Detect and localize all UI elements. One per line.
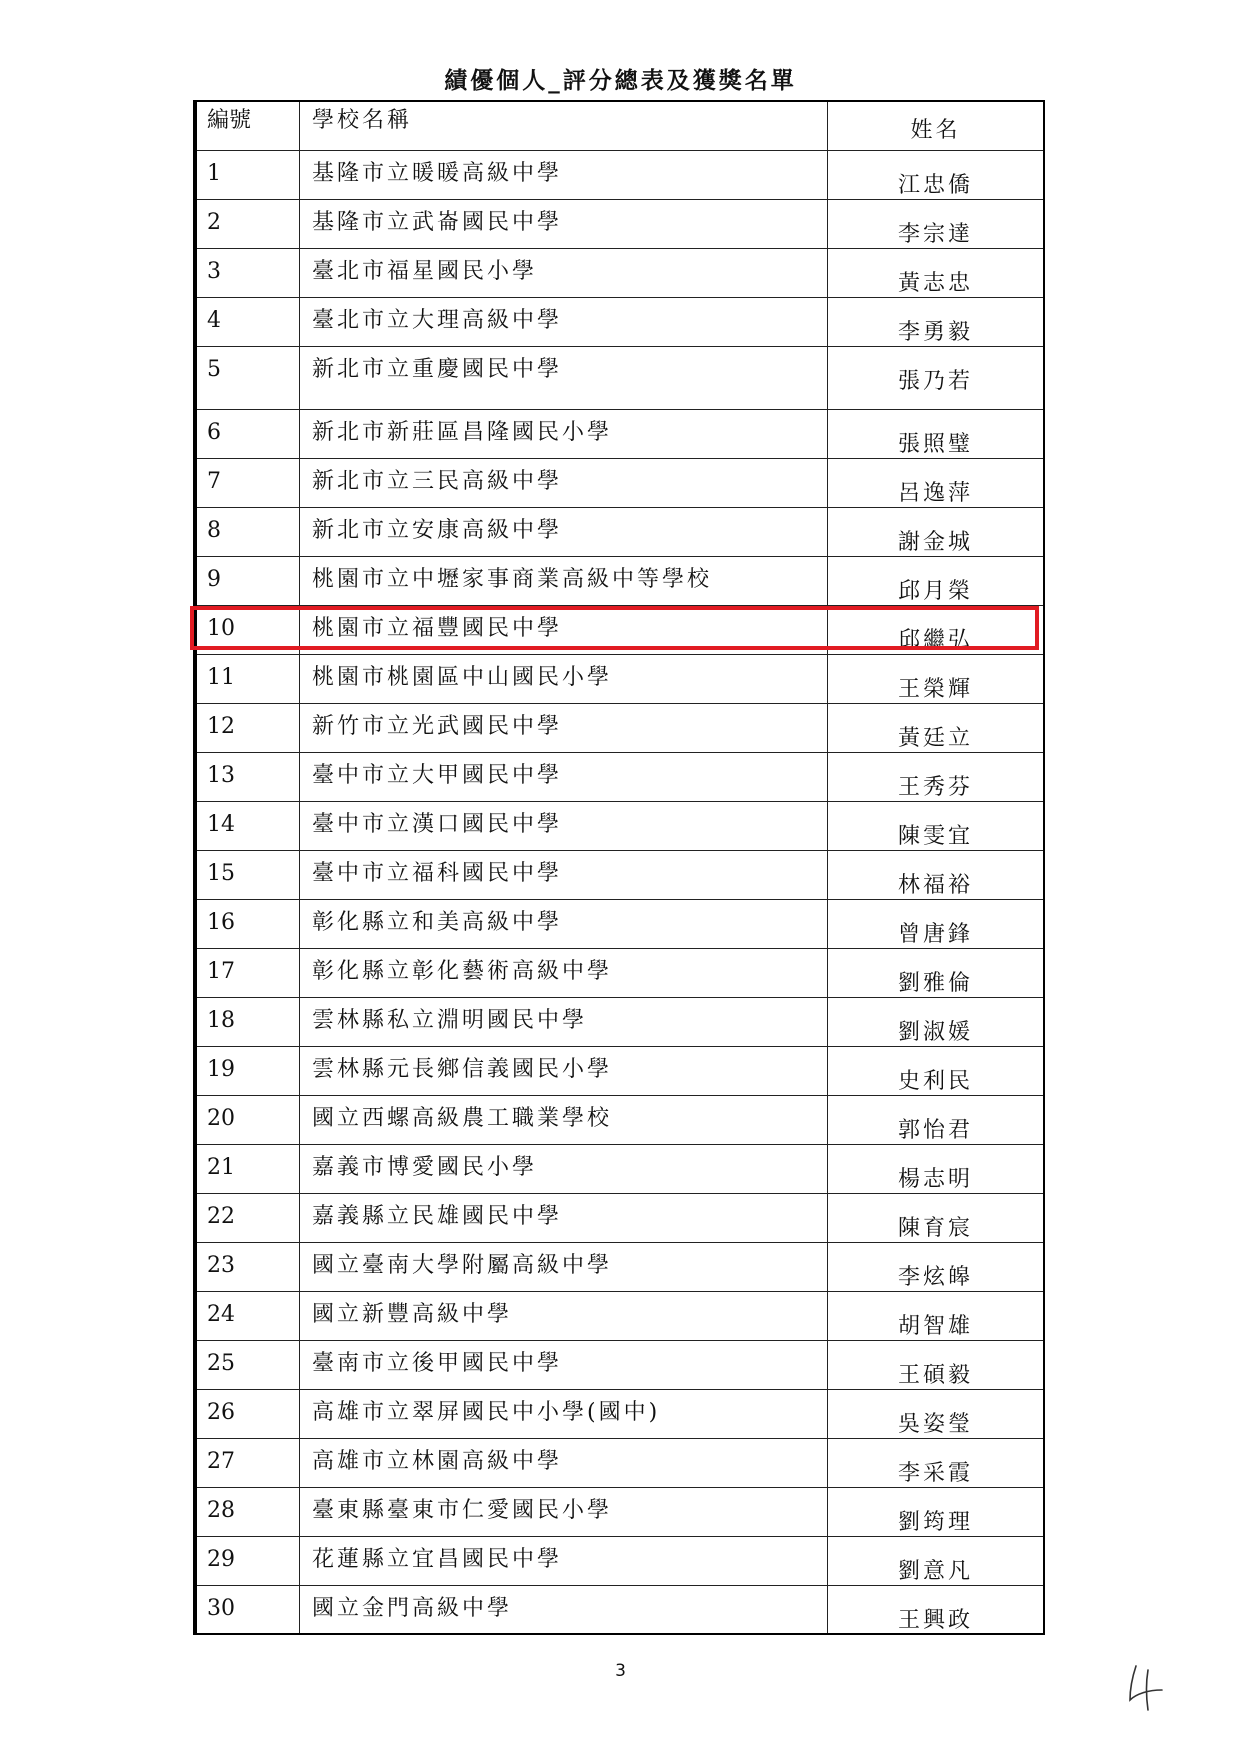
table-row: [195, 1585, 1044, 1634]
row-name: 張乃若: [828, 346, 1045, 409]
row-name: 王榮輝: [828, 654, 1045, 703]
document-title: 績優個人_評分總表及獲獎名單: [444, 68, 797, 94]
row-name: 呂逸萍: [828, 458, 1045, 507]
row-number: 21: [195, 1144, 300, 1193]
row-name: 劉雅倫: [828, 948, 1045, 997]
row-name: 黃志忠: [828, 248, 1045, 297]
table-row: [195, 346, 1044, 409]
row-number: 26: [195, 1389, 300, 1438]
row-name: 謝金城: [828, 507, 1045, 556]
row-name: 吳姿瑩: [828, 1389, 1045, 1438]
row-school: 臺東縣臺東市仁愛國民小學: [300, 1487, 828, 1536]
table-row: [195, 1536, 1044, 1585]
table-row: [195, 409, 1044, 458]
row-name: 曾唐鋒: [828, 899, 1045, 948]
table-row: [195, 752, 1044, 801]
row-name: 邱繼弘: [828, 605, 1045, 654]
table-row: [195, 654, 1044, 703]
row-school: 新北市立三民高級中學: [300, 458, 828, 507]
row-number: 14: [195, 801, 300, 850]
row-number: 13: [195, 752, 300, 801]
table-row: [195, 150, 1044, 199]
row-number: 24: [195, 1291, 300, 1340]
row-school: 新北市立安康高級中學: [300, 507, 828, 556]
row-name: 李勇毅: [828, 297, 1045, 346]
row-name: 王秀芬: [828, 752, 1045, 801]
row-number: 4: [195, 297, 300, 346]
row-name: 黃廷立: [828, 703, 1045, 752]
row-school: 國立臺南大學附屬高級中學: [300, 1242, 828, 1291]
row-school: 臺北市立大理高級中學: [300, 297, 828, 346]
row-number: 17: [195, 948, 300, 997]
table-header-row: [195, 101, 1044, 150]
row-school: 桃園市立福豐國民中學: [300, 605, 828, 654]
row-number: 23: [195, 1242, 300, 1291]
row-number: 15: [195, 850, 300, 899]
table-row: [195, 199, 1044, 248]
row-school: 臺南市立後甲國民中學: [300, 1340, 828, 1389]
row-name: 王碩毅: [828, 1340, 1045, 1389]
row-number: 30: [195, 1585, 300, 1634]
row-school: 桃園市立中壢家事商業高級中等學校: [300, 556, 828, 605]
row-name: 張照璧: [828, 409, 1045, 458]
row-school: 國立新豐高級中學: [300, 1291, 828, 1340]
row-number: 28: [195, 1487, 300, 1536]
table-row: [195, 1193, 1044, 1242]
row-school: 基隆市立暖暖高級中學: [300, 150, 828, 199]
table-row: [195, 1340, 1044, 1389]
row-school: 雲林縣元長鄉信義國民小學: [300, 1046, 828, 1095]
row-school: 基隆市立武崙國民中學: [300, 199, 828, 248]
row-name: 李采霞: [828, 1438, 1045, 1487]
row-number: 16: [195, 899, 300, 948]
row-school: 雲林縣私立淵明國民中學: [300, 997, 828, 1046]
row-number: 7: [195, 458, 300, 507]
row-school: 彰化縣立彰化藝術高級中學: [300, 948, 828, 997]
row-number: 10: [195, 605, 300, 654]
row-number: 2: [195, 199, 300, 248]
row-name: 史利民: [828, 1046, 1045, 1095]
table-row: [195, 507, 1044, 556]
row-number: 22: [195, 1193, 300, 1242]
row-number: 9: [195, 556, 300, 605]
table-row: [195, 703, 1044, 752]
row-school: 嘉義縣立民雄國民中學: [300, 1193, 828, 1242]
row-number: 29: [195, 1536, 300, 1585]
row-school: 臺中市立大甲國民中學: [300, 752, 828, 801]
row-school: 新北市新莊區昌隆國民小學: [300, 409, 828, 458]
table-row: [195, 948, 1044, 997]
table-row: [195, 1095, 1044, 1144]
table-row: [195, 1046, 1044, 1095]
row-name: 陳雯宜: [828, 801, 1045, 850]
row-number: 3: [195, 248, 300, 297]
table-row: [195, 605, 1044, 654]
table-row: [195, 248, 1044, 297]
row-name: 陳育宸: [828, 1193, 1045, 1242]
row-school: 高雄市立翠屏國民中小學(國中): [300, 1389, 828, 1438]
row-name: 王興政: [828, 1585, 1045, 1634]
row-name: 李宗達: [828, 199, 1045, 248]
row-school: 國立金門高級中學: [300, 1585, 828, 1634]
row-number: 27: [195, 1438, 300, 1487]
row-name: 郭怡君: [828, 1095, 1045, 1144]
header-name: 姓名: [828, 101, 1045, 150]
row-name: 劉筠理: [828, 1487, 1045, 1536]
table-row: [195, 997, 1044, 1046]
row-school: 臺北市福星國民小學: [300, 248, 828, 297]
table-row: [195, 1242, 1044, 1291]
row-name: 楊志明: [828, 1144, 1045, 1193]
row-number: 8: [195, 507, 300, 556]
table-row: [195, 458, 1044, 507]
row-number: 12: [195, 703, 300, 752]
row-school: 國立西螺高級農工職業學校: [300, 1095, 828, 1144]
table-row: [195, 1389, 1044, 1438]
page-number: 3: [615, 1661, 626, 1681]
header-number: 編號: [195, 101, 300, 150]
table-body: [195, 150, 1044, 1634]
row-school: 彰化縣立和美高級中學: [300, 899, 828, 948]
row-school: 新竹市立光武國民中學: [300, 703, 828, 752]
row-school: 高雄市立林園高級中學: [300, 1438, 828, 1487]
table-row: [195, 1144, 1044, 1193]
award-table: [193, 100, 1045, 1635]
row-name: 劉淑媛: [828, 997, 1045, 1046]
row-name: 江忠僑: [828, 150, 1045, 199]
row-school: 嘉義市博愛國民小學: [300, 1144, 828, 1193]
row-number: 6: [195, 409, 300, 458]
row-school: 臺中市立福科國民中學: [300, 850, 828, 899]
row-school: 臺中市立漢口國民中學: [300, 801, 828, 850]
row-school: 花蓮縣立宜昌國民中學: [300, 1536, 828, 1585]
row-number: 5: [195, 346, 300, 409]
row-number: 11: [195, 654, 300, 703]
row-school: 新北市立重慶國民中學: [300, 346, 828, 409]
row-number: 1: [195, 150, 300, 199]
table-row: [195, 801, 1044, 850]
row-number: 20: [195, 1095, 300, 1144]
row-name: 邱月榮: [828, 556, 1045, 605]
header-school: 學校名稱: [300, 101, 828, 150]
row-number: 18: [195, 997, 300, 1046]
row-name: 林福裕: [828, 850, 1045, 899]
table-row: [195, 1487, 1044, 1536]
row-name: 胡智雄: [828, 1291, 1045, 1340]
table-row: [195, 899, 1044, 948]
row-name: 李炫皞: [828, 1242, 1045, 1291]
row-number: 19: [195, 1046, 300, 1095]
table-row: [195, 1438, 1044, 1487]
row-name: 劉意凡: [828, 1536, 1045, 1585]
handwritten-mark: [1118, 1660, 1168, 1715]
table-row: [195, 850, 1044, 899]
table-row: [195, 556, 1044, 605]
row-school: 桃園市桃園區中山國民小學: [300, 654, 828, 703]
row-number: 25: [195, 1340, 300, 1389]
table-row: [195, 1291, 1044, 1340]
table-row: [195, 297, 1044, 346]
